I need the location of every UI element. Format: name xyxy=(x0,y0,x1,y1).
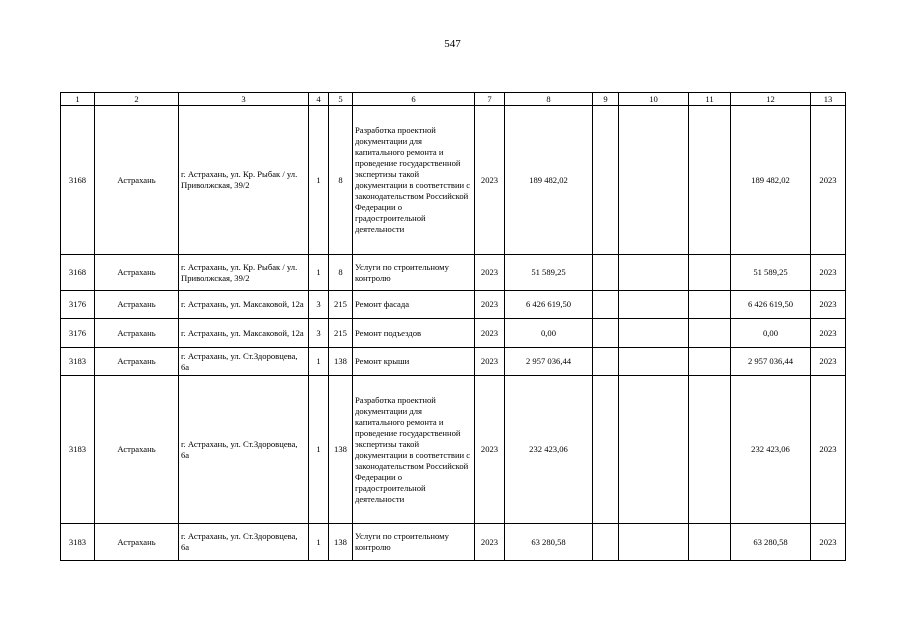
cell-year: 2023 xyxy=(475,291,505,319)
cell-col5: 215 xyxy=(329,291,353,319)
cell-id: 3176 xyxy=(61,319,95,348)
cell-col11 xyxy=(689,106,731,255)
column-header: 13 xyxy=(811,93,846,106)
cell-col5: 8 xyxy=(329,255,353,291)
cell-col4: 3 xyxy=(309,291,329,319)
cell-work: Ремонт крыши xyxy=(353,348,475,376)
cell-work: Ремонт подъездов xyxy=(353,319,475,348)
cell-city: Астрахань xyxy=(95,348,179,376)
column-header: 9 xyxy=(593,93,619,106)
cell-col10 xyxy=(619,106,689,255)
column-header: 10 xyxy=(619,93,689,106)
cell-city: Астрахань xyxy=(95,291,179,319)
cell-col9 xyxy=(593,524,619,561)
column-header: 4 xyxy=(309,93,329,106)
cell-work: Ремонт фасада xyxy=(353,291,475,319)
cell-col11 xyxy=(689,376,731,524)
cell-address: г. Астрахань, ул. Ст.Здоровцева, 6а xyxy=(179,376,309,524)
cell-address: г. Астрахань, ул. Кр. Рыбак / ул. Приволжская, 39/2 xyxy=(179,106,309,255)
cell-col4: 3 xyxy=(309,319,329,348)
cell-total: 2 957 036,44 xyxy=(731,348,811,376)
table-row xyxy=(61,524,846,561)
cell-col5: 8 xyxy=(329,106,353,255)
cell-city: Астрахань xyxy=(95,524,179,561)
cell-address: г. Астрахань, ул. Максаковой, 12а xyxy=(179,291,309,319)
table-row xyxy=(61,106,846,255)
cell-year: 2023 xyxy=(475,319,505,348)
cell-city: Астрахань xyxy=(95,319,179,348)
page-number: 547 xyxy=(444,38,461,50)
table-row xyxy=(61,319,846,348)
column-header: 12 xyxy=(731,93,811,106)
cell-col10 xyxy=(619,319,689,348)
cell-amount: 63 280,58 xyxy=(505,524,593,561)
cell-total: 51 589,25 xyxy=(731,255,811,291)
cell-year: 2023 xyxy=(475,106,505,255)
cell-col9 xyxy=(593,106,619,255)
cell-city: Астрахань xyxy=(95,376,179,524)
cell-end-year: 2023 xyxy=(811,106,846,255)
column-header: 2 xyxy=(95,93,179,106)
cell-col11 xyxy=(689,524,731,561)
cell-end-year: 2023 xyxy=(811,524,846,561)
header-row xyxy=(61,93,846,106)
cell-col4: 1 xyxy=(309,376,329,524)
cell-city: Астрахань xyxy=(95,255,179,291)
cell-col9 xyxy=(593,319,619,348)
cell-amount: 2 957 036,44 xyxy=(505,348,593,376)
table-row xyxy=(61,376,846,524)
cell-address: г. Астрахань, ул. Максаковой, 12а xyxy=(179,319,309,348)
cell-address: г. Астрахань, ул. Ст.Здоровцева, 6а xyxy=(179,348,309,376)
cell-col4: 1 xyxy=(309,255,329,291)
cell-col10 xyxy=(619,255,689,291)
table-row xyxy=(61,291,846,319)
cell-id: 3183 xyxy=(61,524,95,561)
cell-end-year: 2023 xyxy=(811,348,846,376)
cell-work: Разработка проектной документации для капитального ремонта и проведение государственной экспертизы такой документации в соответствии с законодательством Российской Федерации о градостроительной деятельности xyxy=(353,106,475,255)
cell-col4: 1 xyxy=(309,524,329,561)
cell-col4: 1 xyxy=(309,348,329,376)
cell-id: 3176 xyxy=(61,291,95,319)
cell-end-year: 2023 xyxy=(811,319,846,348)
cell-col10 xyxy=(619,291,689,319)
column-header: 6 xyxy=(353,93,475,106)
cell-amount: 0,00 xyxy=(505,319,593,348)
cell-work: Услуги по строительному контролю xyxy=(353,255,475,291)
cell-col5: 138 xyxy=(329,376,353,524)
cell-col10 xyxy=(619,376,689,524)
cell-total: 63 280,58 xyxy=(731,524,811,561)
table-row xyxy=(61,255,846,291)
cell-col11 xyxy=(689,255,731,291)
cell-total: 6 426 619,50 xyxy=(731,291,811,319)
cell-work: Услуги по строительному контролю xyxy=(353,524,475,561)
cell-total: 189 482,02 xyxy=(731,106,811,255)
cell-col9 xyxy=(593,348,619,376)
cell-col10 xyxy=(619,524,689,561)
table-row xyxy=(61,348,846,376)
cell-id: 3183 xyxy=(61,376,95,524)
cell-amount: 6 426 619,50 xyxy=(505,291,593,319)
cell-col9 xyxy=(593,376,619,524)
cell-col5: 215 xyxy=(329,319,353,348)
cell-col9 xyxy=(593,291,619,319)
column-header: 3 xyxy=(179,93,309,106)
column-header: 1 xyxy=(61,93,95,106)
cell-year: 2023 xyxy=(475,376,505,524)
column-header: 7 xyxy=(475,93,505,106)
cell-total: 232 423,06 xyxy=(731,376,811,524)
cell-amount: 189 482,02 xyxy=(505,106,593,255)
cell-amount: 51 589,25 xyxy=(505,255,593,291)
cell-end-year: 2023 xyxy=(811,255,846,291)
cell-id: 3183 xyxy=(61,348,95,376)
cell-col10 xyxy=(619,348,689,376)
cell-col4: 1 xyxy=(309,106,329,255)
cell-id: 3168 xyxy=(61,106,95,255)
cell-col5: 138 xyxy=(329,348,353,376)
cell-col11 xyxy=(689,319,731,348)
cell-end-year: 2023 xyxy=(811,376,846,524)
cell-col11 xyxy=(689,291,731,319)
column-header: 11 xyxy=(689,93,731,106)
cell-id: 3168 xyxy=(61,255,95,291)
cell-col11 xyxy=(689,348,731,376)
column-header: 8 xyxy=(505,93,593,106)
cell-amount: 232 423,06 xyxy=(505,376,593,524)
cell-total: 0,00 xyxy=(731,319,811,348)
data-table xyxy=(60,92,846,561)
cell-col9 xyxy=(593,255,619,291)
cell-address: г. Астрахань, ул. Ст.Здоровцева, 6а xyxy=(179,524,309,561)
cell-year: 2023 xyxy=(475,255,505,291)
cell-address: г. Астрахань, ул. Кр. Рыбак / ул. Приволжская, 39/2 xyxy=(179,255,309,291)
cell-work: Разработка проектной документации для капитального ремонта и проведение государственной экспертизы такой документации в соответствии с законодательством Российской Федерации о градостроительной деятельности xyxy=(353,376,475,524)
cell-city: Астрахань xyxy=(95,106,179,255)
cell-year: 2023 xyxy=(475,524,505,561)
column-header: 5 xyxy=(329,93,353,106)
cell-end-year: 2023 xyxy=(811,291,846,319)
cell-year: 2023 xyxy=(475,348,505,376)
cell-col5: 138 xyxy=(329,524,353,561)
